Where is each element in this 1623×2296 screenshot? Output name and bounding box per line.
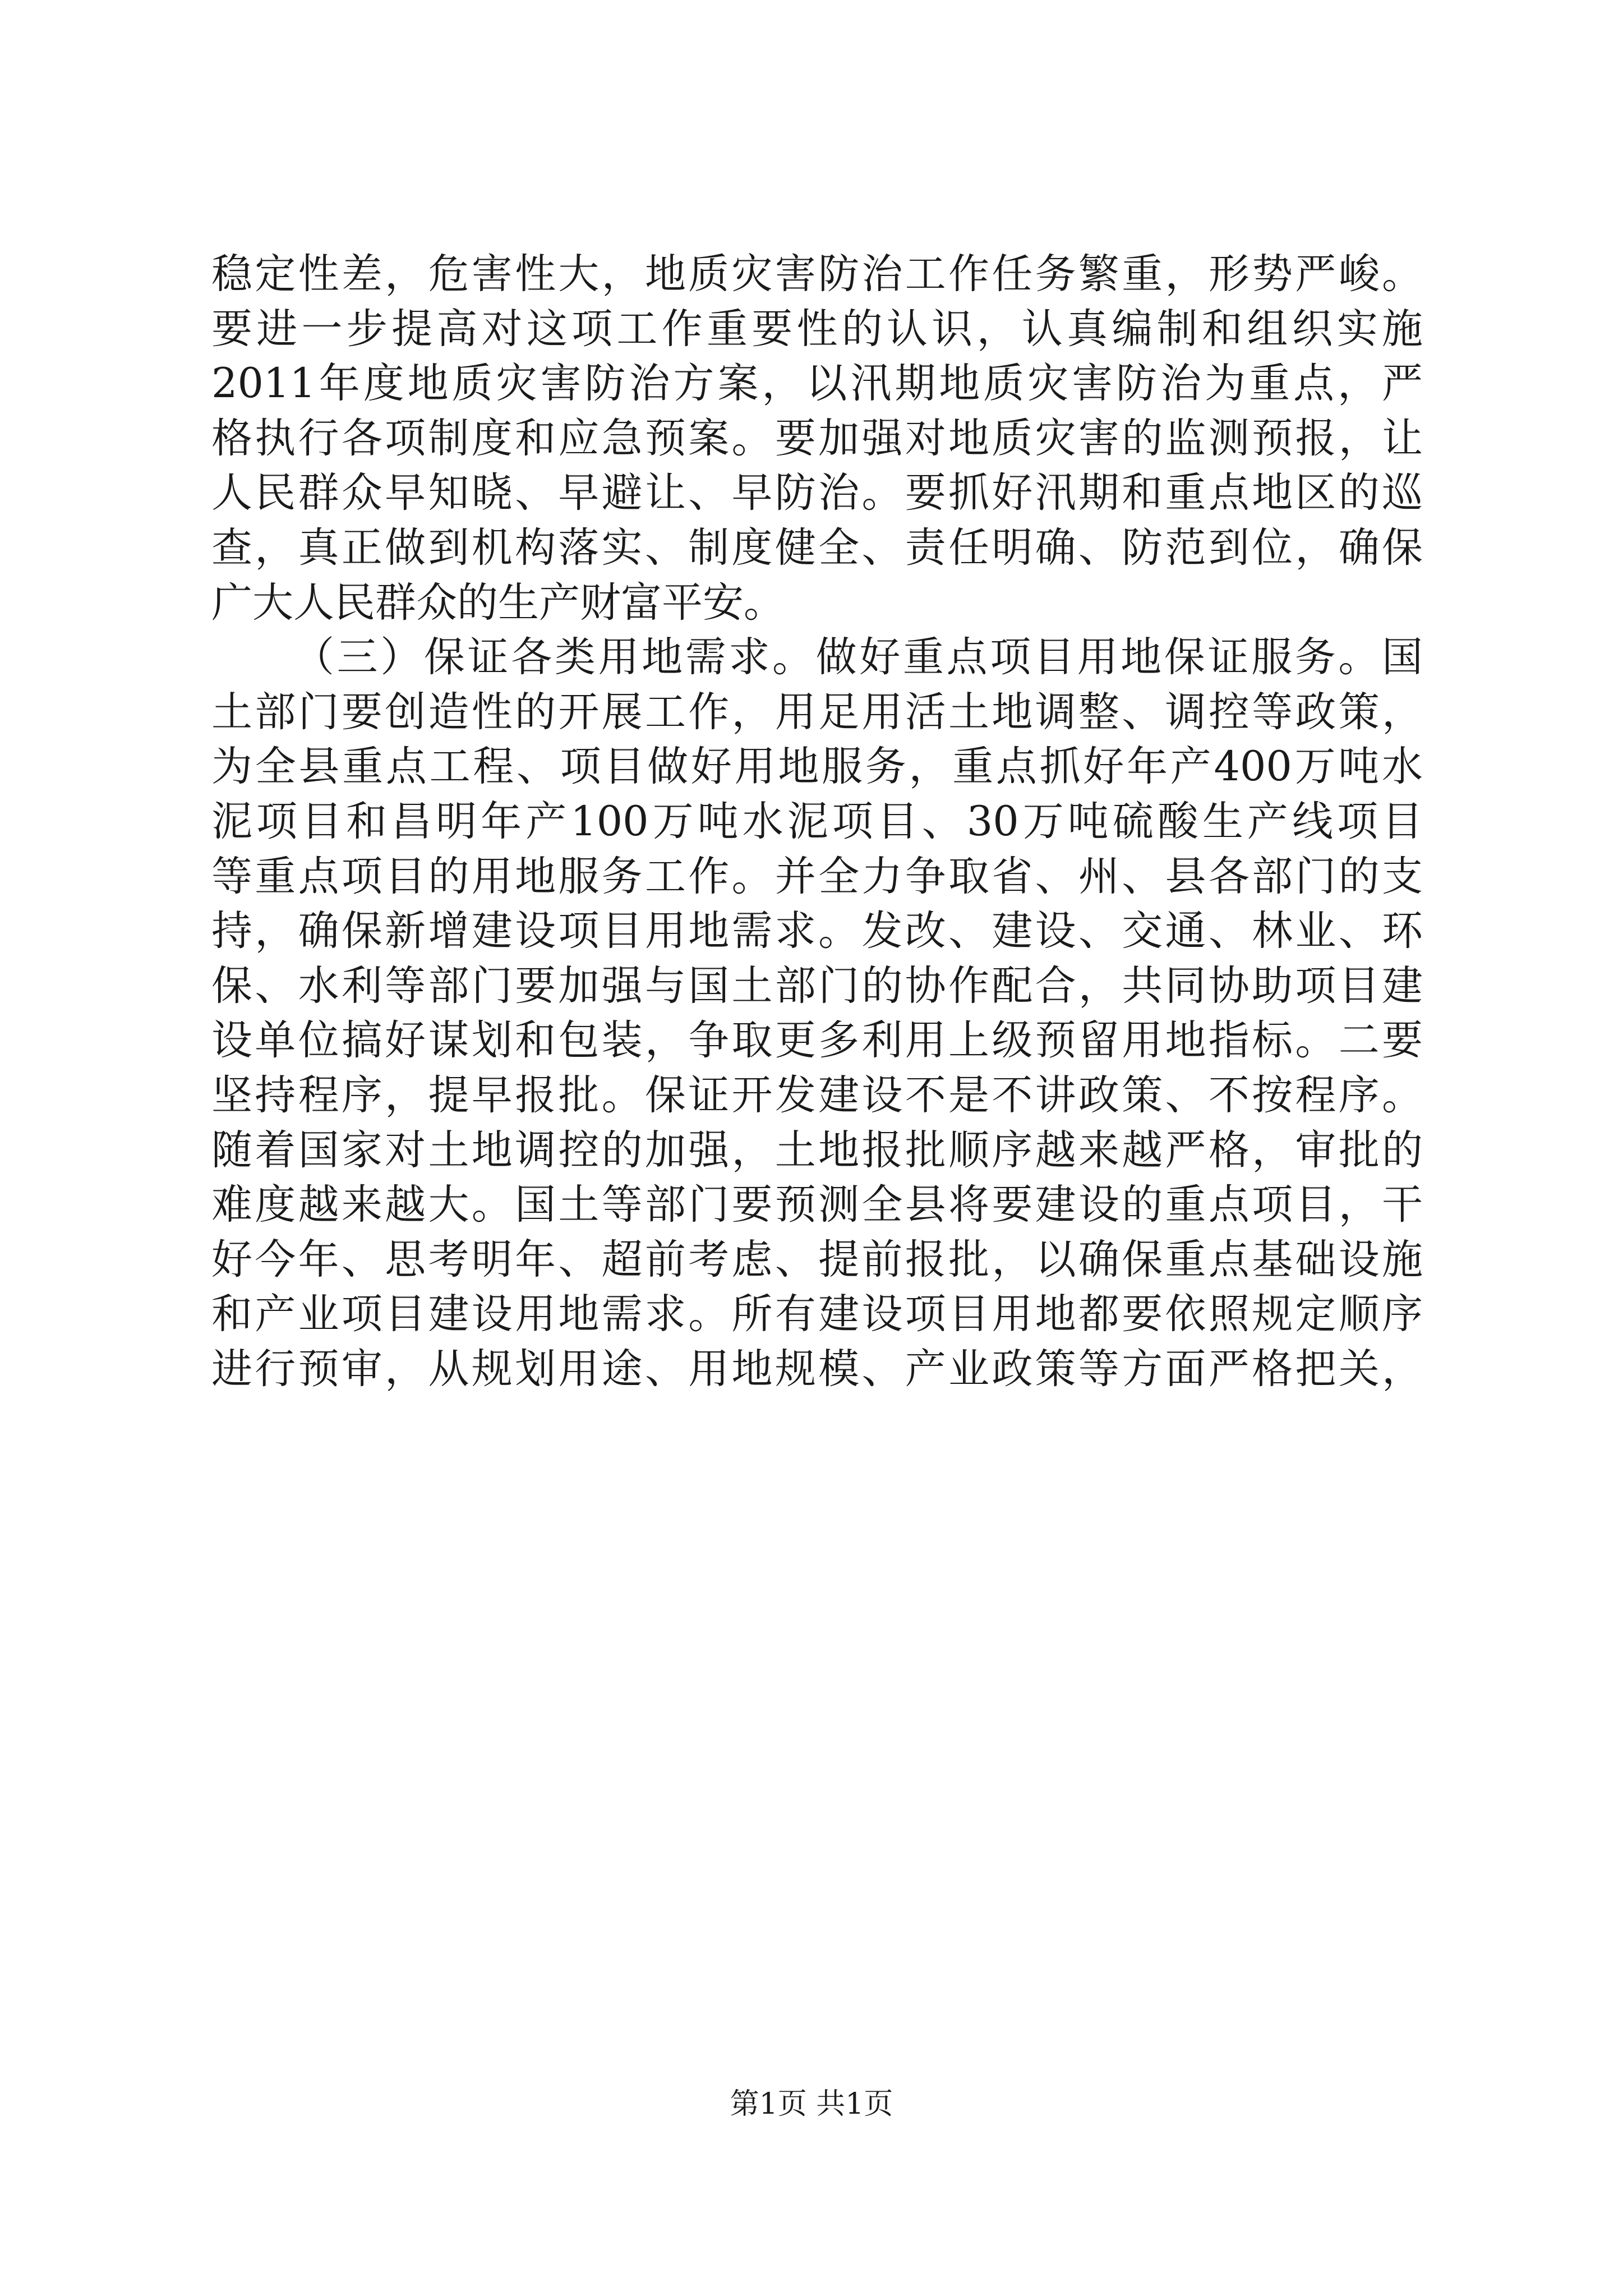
text-line: 查，真正做到机构落实、制度健全、责任明确、防范到位，确保 [211, 523, 1423, 572]
text-line: 进行预审，从规划用途、用地规模、产业政策等方面严格把关， [211, 1345, 1423, 1393]
text-line: 等重点项目的用地服务工作。并全力争取省、州、县各部门的支 [211, 852, 1423, 900]
text-line: 设单位搞好谋划和包装，争取更多利用上级预留用地指标。二要 [211, 1016, 1423, 1065]
text-line: 泥项目和昌明年产100万吨水泥项目、30万吨硫酸生产线项目 [211, 797, 1423, 845]
text-line: 随着国家对土地调控的加强，土地报批顺序越来越严格，审批的 [211, 1126, 1423, 1174]
text-line: 格执行各项制度和应急预案。要加强对地质灾害的监测预报，让 [211, 414, 1423, 462]
text-line: 难度越来越大。国土等部门要预测全县将要建设的重点项目，干 [211, 1181, 1423, 1229]
text-line: 2011年度地质灾害防治方案，以汛期地质灾害防治为重点，严 [211, 360, 1423, 408]
text-line: 保、水利等部门要加强与国土部门的协作配合，共同协助项目建 [211, 961, 1423, 1010]
text-line: 为全县重点工程、项目做好用地服务，重点抓好年产400万吨水 [211, 743, 1423, 791]
paragraph-heading-line: （三）保证各类用地需求。做好重点项目用地保证服务。国 [293, 633, 1423, 682]
paragraph-end-line: 广大人民群众的生产财富平安。 [211, 578, 785, 627]
text-line: 稳定性差，危害性大，地质灾害防治工作任务繁重，形势严峻。 [211, 250, 1423, 298]
text-line: 和产业项目建设用地需求。所有建设项目用地都要依照规定顺序 [211, 1290, 1423, 1338]
body-text [211, 247, 1423, 1396]
text-line: 要进一步提高对这项工作重要性的认识，认真编制和组织实施 [211, 305, 1423, 353]
text-line: 人民群众早知晓、早避让、早防治。要抓好汛期和重点地区的巡 [211, 469, 1423, 517]
page-number: 第1页 共1页 [730, 2087, 893, 2121]
text-line: 持，确保新增建设项目用地需求。发改、建设、交通、林业、环 [211, 907, 1423, 955]
text-line: 坚持程序，提早报批。保证开发建设不是不讲政策、不按程序。 [211, 1071, 1423, 1119]
text-line: 好今年、思考明年、超前考虑、提前报批，以确保重点基础设施 [211, 1235, 1423, 1283]
page-footer [0, 2085, 1623, 2124]
text-line: 土部门要创造性的开展工作，用足用活土地调整、调控等政策， [211, 688, 1423, 736]
